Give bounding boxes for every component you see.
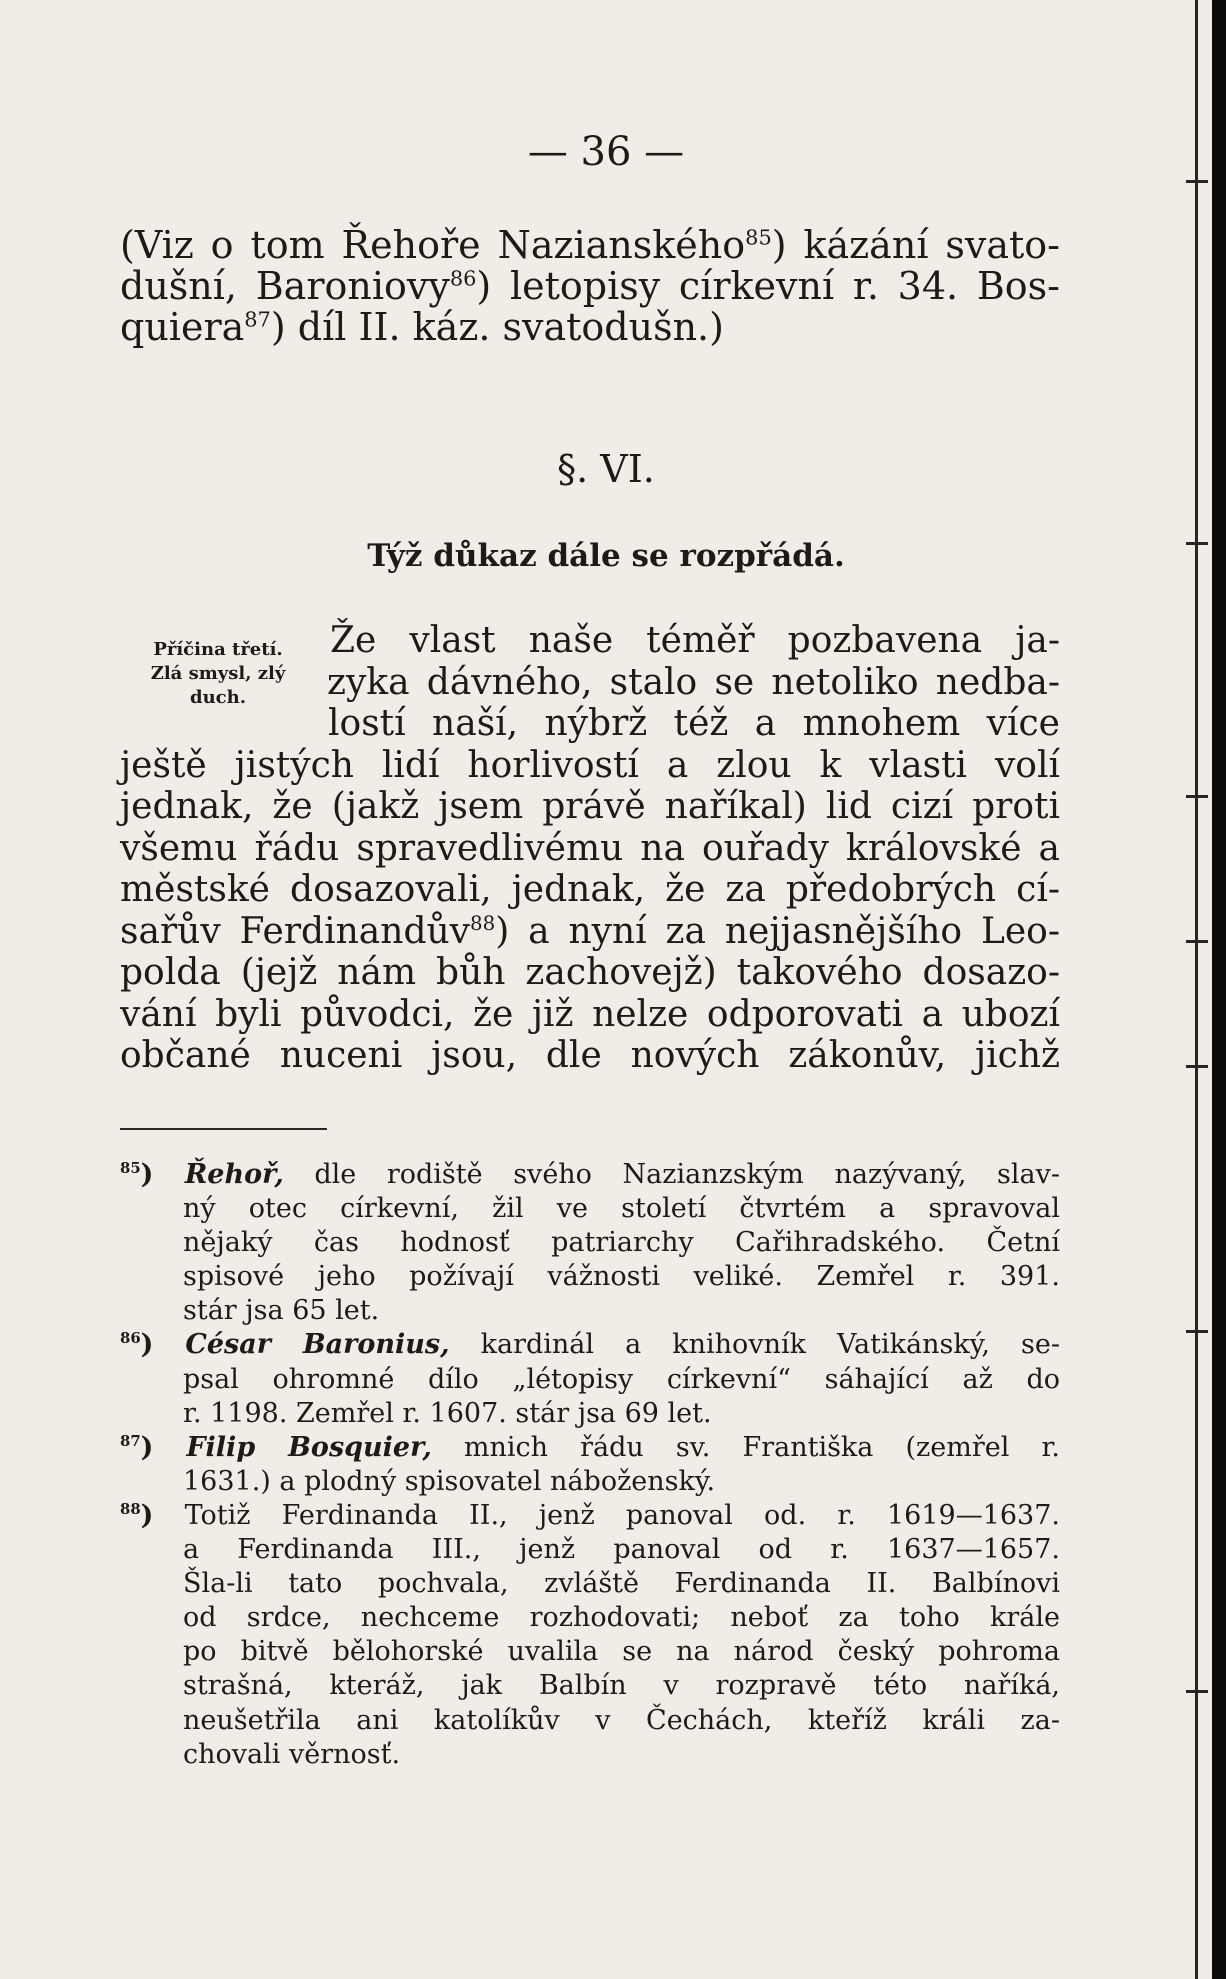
edge-mark — [1186, 180, 1208, 183]
main-line: jednak, že (jakž jsem právě naříkal) lid cizí proti — [120, 786, 1060, 827]
edge-mark — [1186, 542, 1208, 545]
footnote-line: ný otec církevní, žil ve století čtvrtém a spravoval — [183, 1193, 1060, 1225]
main-line: sařův Ferdinandův$^{88}$) a nyní za nejjasnějšího Leo- — [120, 910, 1060, 952]
binding-line — [1195, 0, 1198, 1979]
footnote-line: $^{85}$) Řehoř, dle rodiště svého Nazianzským nazývaný, slav- — [120, 1159, 1060, 1190]
footnote-ref[interactable]: 87 — [244, 307, 271, 332]
footnote-label: 88 — [120, 1499, 141, 1518]
intro-line: dušní, Baroniovy$^{86}$) letopisy církevní r. 34. Bos- — [120, 264, 1060, 308]
footnote-label: 87 — [120, 1431, 141, 1450]
footnote-ref[interactable]: 85 — [745, 225, 772, 250]
main-paragraph — [120, 620, 1060, 1077]
edge-mark — [1186, 1330, 1208, 1333]
section-number: §. VI. — [557, 447, 655, 491]
footnote-line: a Ferdinanda III., jenž panoval od r. 1637—1657. — [183, 1534, 1060, 1566]
main-line: lostí naší, nýbrž též a mnohem více — [328, 703, 1060, 744]
footnote-line: chovali věrnosť. — [183, 1738, 401, 1770]
footnote-line: 1631.) a plodný spisovatel náboženský. — [183, 1465, 716, 1497]
footnote-line: $^{86}$) César Baronius, kardinál a knihovník Vatikánský, se- — [120, 1329, 1060, 1361]
footnote-name: Řehoř, — [184, 1159, 284, 1190]
footnote-85 — [120, 1158, 1060, 1328]
edge-mark — [1186, 940, 1208, 943]
main-line: ještě jistých lidí horlivostí a zlou k vlasti volí — [120, 744, 1060, 786]
intro-line: quiera$^{87}$) díl II. káz. svatodušn.) — [120, 305, 724, 349]
main-line: městské dosazovali, jednak, že za předobrých cí- — [120, 869, 1060, 910]
margin-note-line: duch. — [190, 687, 246, 708]
footnote-line: Šla-li tato pochvala, zvláště Ferdinanda II. Balbínovi — [183, 1568, 1060, 1600]
footnote-divider — [120, 1128, 327, 1130]
footnote-line: po bitvě bělohorské uvalila se na národ český pohroma — [183, 1636, 1060, 1668]
edge-mark — [1186, 795, 1208, 798]
page-number: — 36 — — [527, 129, 685, 175]
margin-note-line: Zlá smysl, zlý — [150, 663, 286, 684]
footnote-86 — [120, 1328, 1060, 1430]
footnote-line: stár jsa 65 let. — [183, 1295, 380, 1327]
edge-mark — [1186, 1065, 1208, 1068]
main-line: vání byli původci, že již nelze odporovati a ubozí — [120, 993, 1060, 1035]
edge-mark — [1186, 1690, 1208, 1693]
footnote-label: 85 — [120, 1159, 141, 1177]
footnote-line: $^{87}$) Filip Bosquier, mnich řádu sv. Františka (zemřel r. — [120, 1431, 1060, 1463]
intro-paragraph — [120, 225, 1060, 348]
footnote-line: od srdce, nechceme rozhodovati; neboť za toho krále — [183, 1602, 1060, 1634]
footnote-line: $^{88}$) Totiž Ferdinanda II., jenž panoval od. r. 1619—1637. — [120, 1499, 1060, 1531]
footnote-label: 86 — [120, 1329, 141, 1348]
footnote-ref[interactable]: 88 — [470, 911, 496, 935]
main-line: zyka dávného, stalo se netoliko nedba- — [327, 661, 1060, 703]
footnote-87 — [120, 1431, 1060, 1499]
main-line: Že vlast naše téměř pozbavena ja- — [330, 620, 1060, 661]
footnote-line: r. 1198. Zemřel r. 1607. stár jsa 69 let. — [183, 1397, 712, 1429]
footnote-line: psal ohromné dílo „létopisy církevní“ sáhající až do — [183, 1363, 1060, 1395]
main-line: občané nuceni jsou, dle nových zákonův, jichž — [120, 1035, 1060, 1076]
intro-line: (Viz o tom Řehoře Nazianského$^{85}$) kázání svato- — [120, 223, 1060, 267]
footnote-name: César Baronius, — [185, 1329, 450, 1361]
main-line: všemu řádu spravedlivému na ouřady královské a — [120, 827, 1060, 869]
footnote-line: neušetřila ani katolíkův v Čechách, kteříž králi za- — [183, 1704, 1060, 1736]
page-edge — [1212, 0, 1226, 1979]
footnote-88 — [120, 1499, 1060, 1772]
footnotes — [120, 1158, 1060, 1772]
footnote-line: strašná, kteráž, jak Balbín v rozpravě této naříká, — [183, 1670, 1060, 1702]
section-title: Týž důkaz dále se rozpřádá. — [367, 538, 845, 574]
footnote-name: Filip Bosquier, — [186, 1431, 432, 1463]
footnote-line: nějaký čas hodnosť patriarchy Cařihradského. Četní — [183, 1227, 1060, 1259]
footnote-ref[interactable]: 86 — [449, 266, 477, 291]
margin-note-line: Příčina třetí. — [153, 639, 283, 660]
footnote-line: spisové jeho požívají vážnosti veliké. Zemřel r. 391. — [183, 1261, 1060, 1293]
main-line: polda (jejž nám bůh zachovejž) takového dosazo- — [120, 952, 1060, 993]
